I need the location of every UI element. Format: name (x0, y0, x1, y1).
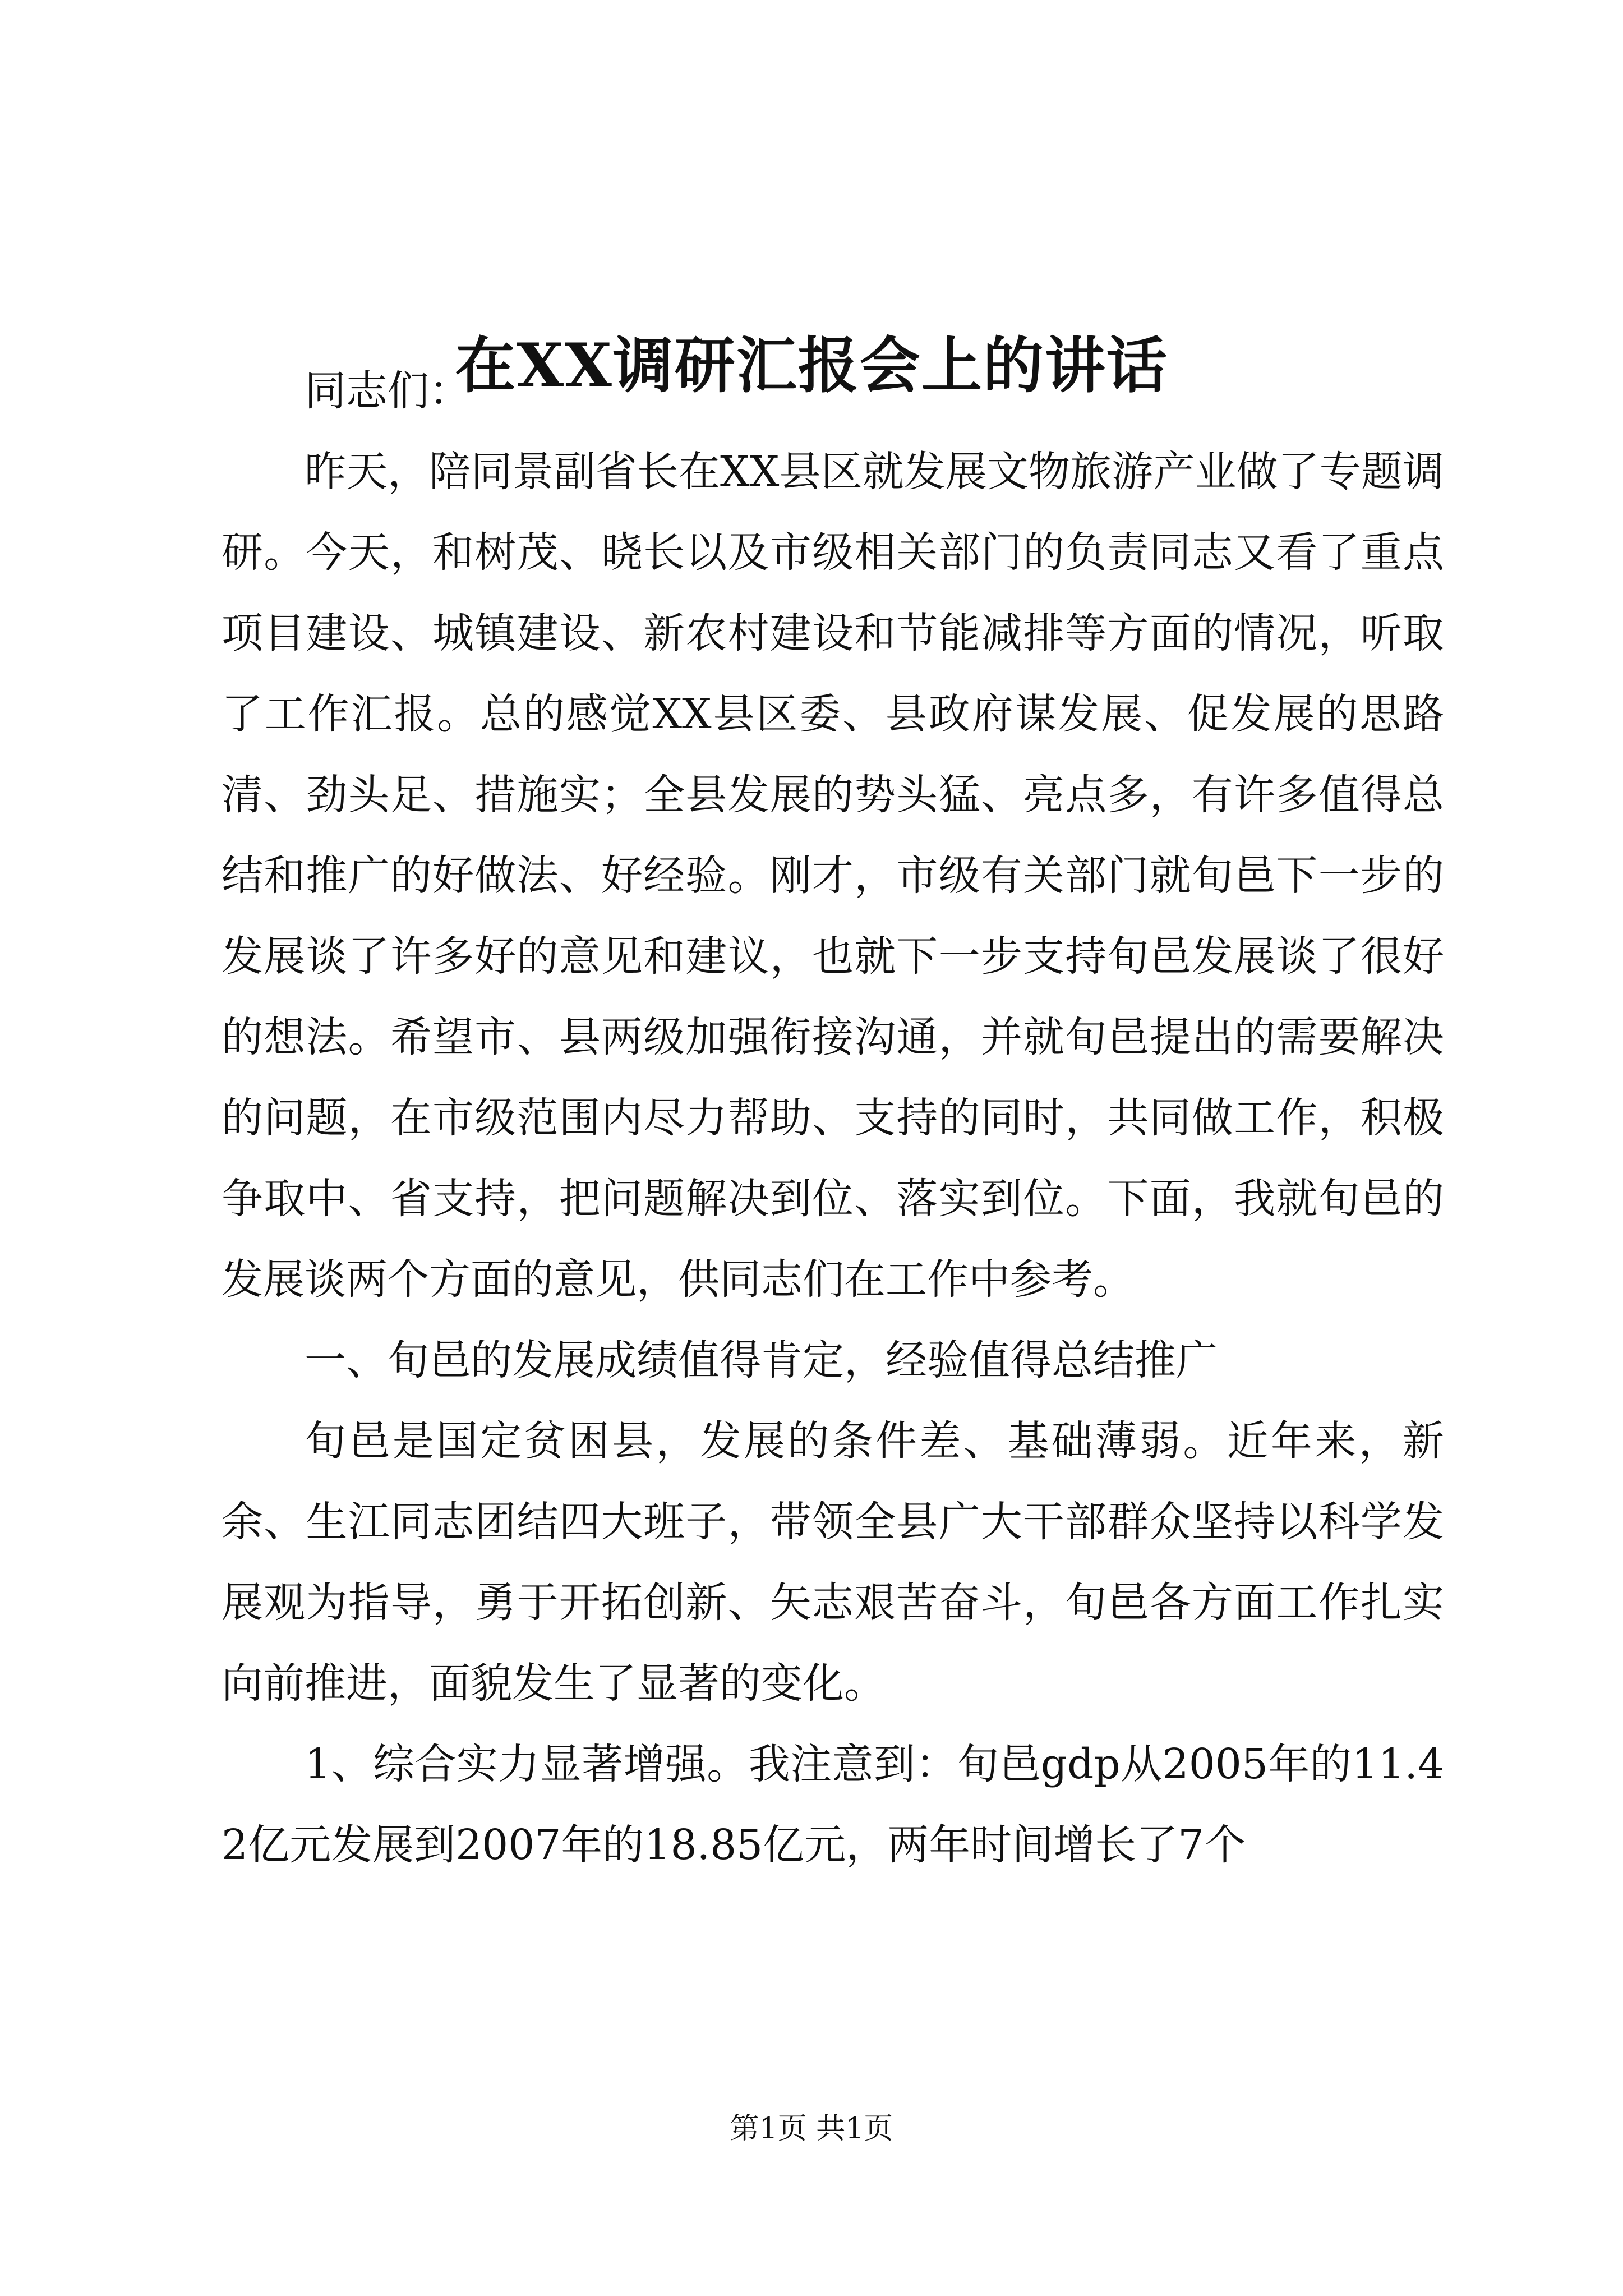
point-paragraph: 1、综合实力显著增强。我注意到：旬邑gdp从2005年的11.42亿元发展到2007年的18.85亿元，两年时间增长了7个 (222, 1740, 1444, 1869)
intro-paragraph: 昨天，陪同景副省长在XX县区就发展文物旅游产业做了专题调研。今天，和树茂、晓长以及市级相关部门的负责同志又看了重点项目建设、城镇建设、新农村建设和节能减排等方面的情况，听取了工作汇报。总的感觉XX县区委、县政府谋发展、促发展的思路清、劲头足、措施实；全县发展的势头猛、亮点多，有许多值得总结和推广的好做法、好经验。刚才，市级有关部门就旬邑下一步的发展谈了许多好的意见和建议，也就下一步支持旬邑发展谈了很好的想法。希望市、县两级加强衔接沟通，并就旬邑提出的需要解决的问题，在市级范围内尽力帮助、支持的同时，共同做工作，积极争取中、省支持，把问题解决到位、落实到位。下面，我就旬邑的发展谈两个方面的意见，供同志们在工作中参考。 (222, 448, 1444, 1304)
document-title: 在XX调研汇报会上的讲话 (455, 330, 1168, 402)
document-body (222, 351, 1444, 1885)
salutation-paragraph: 同志们： (305, 367, 471, 415)
section-heading: 一、旬邑的发展成绩值得肯定，经验值得总结推广 (305, 1336, 1218, 1384)
section-paragraph: 旬邑是国定贫困县，发展的条件差、基础薄弱。近年来，新余、生江同志团结四大班子，带领全县广大干部群众坚持以科学发展观为指导，勇于开拓创新、矢志艰苦奋斗，旬邑各方面工作扎实向前推进，面貌发生了显著的变化。 (222, 1417, 1444, 1708)
page-footer: 第1页 共1页 (730, 2112, 893, 2146)
